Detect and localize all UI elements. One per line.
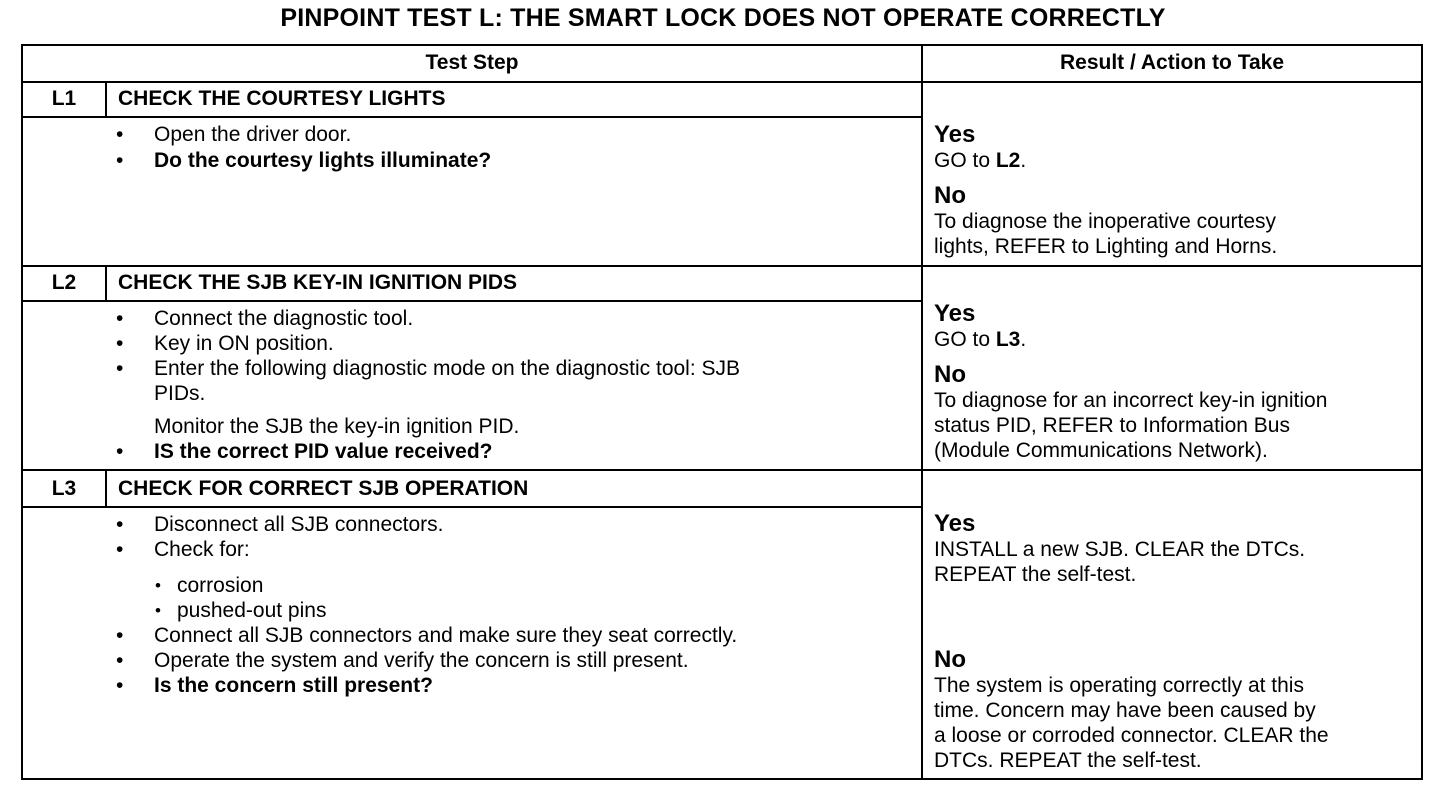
list-item: • Connect the diagnostic tool. (116, 307, 414, 330)
step-id-l3: L3 (51, 477, 77, 500)
list-item: • Enter the following diagnostic mode on the diagnostic tool: SJB (116, 357, 741, 380)
list-item: • Open the driver door. (116, 123, 352, 146)
no-action-line: (Module Communications Network). (934, 439, 1268, 462)
yes-label: Yes (934, 121, 976, 148)
step-ref: L3 (995, 328, 1021, 351)
l2-instruction-list (116, 306, 916, 466)
yes-label: Yes (934, 300, 976, 327)
no-label: No (934, 182, 966, 209)
yes-action: GO to L2. (934, 149, 1027, 172)
list-item: • Disconnect all SJB connectors. (116, 513, 444, 536)
step-title-l2: CHECK THE SJB KEY-IN IGNITION PIDS (118, 271, 518, 294)
l2-row-divider (23, 469, 1421, 471)
bullet-icon: • (116, 307, 124, 330)
step-id-l2: L2 (51, 271, 77, 294)
page-title: PINPOINT TEST L: THE SMART LOCK DOES NOT OPERATE CORRECTLY (280, 4, 1166, 32)
step-ref: L2 (995, 149, 1021, 172)
list-item: • Check for: (116, 538, 250, 561)
bullet-icon: • (116, 149, 124, 172)
header-test-step: Test Step (425, 51, 519, 74)
l1-instruction-list (116, 122, 916, 182)
header-divider (23, 81, 1421, 83)
l2-title-divider (23, 300, 921, 302)
l1-title-divider (23, 116, 921, 118)
no-action-line: time. Concern may have been caused by (934, 699, 1316, 722)
no-action-line: The system is operating correctly at this (934, 674, 1304, 697)
yes-action: GO to L3. (934, 328, 1027, 351)
bullet-icon: • (116, 332, 124, 355)
step-id-l1: L1 (51, 87, 77, 110)
bullet-icon: • (116, 123, 124, 146)
l2-result (934, 301, 1414, 463)
bullet-icon: • (116, 357, 124, 380)
l3-instruction-list (116, 512, 916, 702)
no-action-line: lights, REFER to Lighting and Horns. (934, 235, 1278, 258)
column-divider (921, 46, 923, 778)
l3-id-divider (105, 469, 107, 506)
pinpoint-test-table (21, 44, 1423, 780)
header-result: Result / Action to Take (1059, 51, 1285, 74)
l3-yes-result (934, 511, 1414, 587)
yes-label: Yes (934, 510, 976, 537)
bullet-icon: • (116, 674, 124, 697)
l3-title-divider (23, 506, 921, 508)
list-item: • Connect all SJB connectors and make sure they seat correctly. (116, 624, 738, 647)
sub-bullet-icon: • (155, 576, 161, 595)
bullet-icon: • (116, 649, 124, 672)
yes-action-line: REPEAT the self-test. (934, 563, 1137, 586)
list-item: • Key in ON position. (116, 332, 334, 355)
l3-no-result (934, 647, 1414, 773)
list-item: • Is the concern still present? (116, 674, 433, 697)
l1-row-divider (23, 265, 1421, 267)
yes-action-line: INSTALL a new SJB. CLEAR the DTCs. (934, 538, 1306, 561)
list-item: • IS the correct PID value received? (116, 440, 493, 463)
list-item: • Do the courtesy lights illuminate? (116, 149, 492, 172)
l1-result (934, 122, 1414, 259)
bullet-icon: • (116, 513, 124, 536)
no-action-line: DTCs. REPEAT the self-test. (934, 749, 1202, 772)
no-action-line: a loose or corroded connector. CLEAR the (934, 724, 1329, 747)
sub-list-item: • corrosion (155, 574, 264, 597)
sub-bullet-icon: • (155, 601, 161, 620)
bullet-icon: • (116, 440, 124, 463)
no-action-line: To diagnose the inoperative courtesy (934, 210, 1277, 233)
sub-list-item: • pushed-out pins (155, 599, 327, 622)
list-item: • Operate the system and verify the concern is still present. (116, 649, 689, 672)
bullet-icon: • (116, 538, 124, 561)
l2-id-divider (105, 265, 107, 302)
list-note: Monitor the SJB the key-in ignition PID. (154, 415, 520, 438)
list-item-continuation: PIDs. (154, 382, 206, 405)
step-title-l3: CHECK FOR CORRECT SJB OPERATION (118, 477, 529, 500)
no-label: No (934, 646, 966, 673)
no-action-line: To diagnose for an incorrect key-in ignition (934, 389, 1328, 412)
no-action-line: status PID, REFER to Information Bus (934, 414, 1290, 437)
l1-id-divider (105, 81, 107, 118)
no-label: No (934, 361, 966, 388)
bullet-icon: • (116, 624, 124, 647)
step-title-l1: CHECK THE COURTESY LIGHTS (118, 87, 446, 110)
